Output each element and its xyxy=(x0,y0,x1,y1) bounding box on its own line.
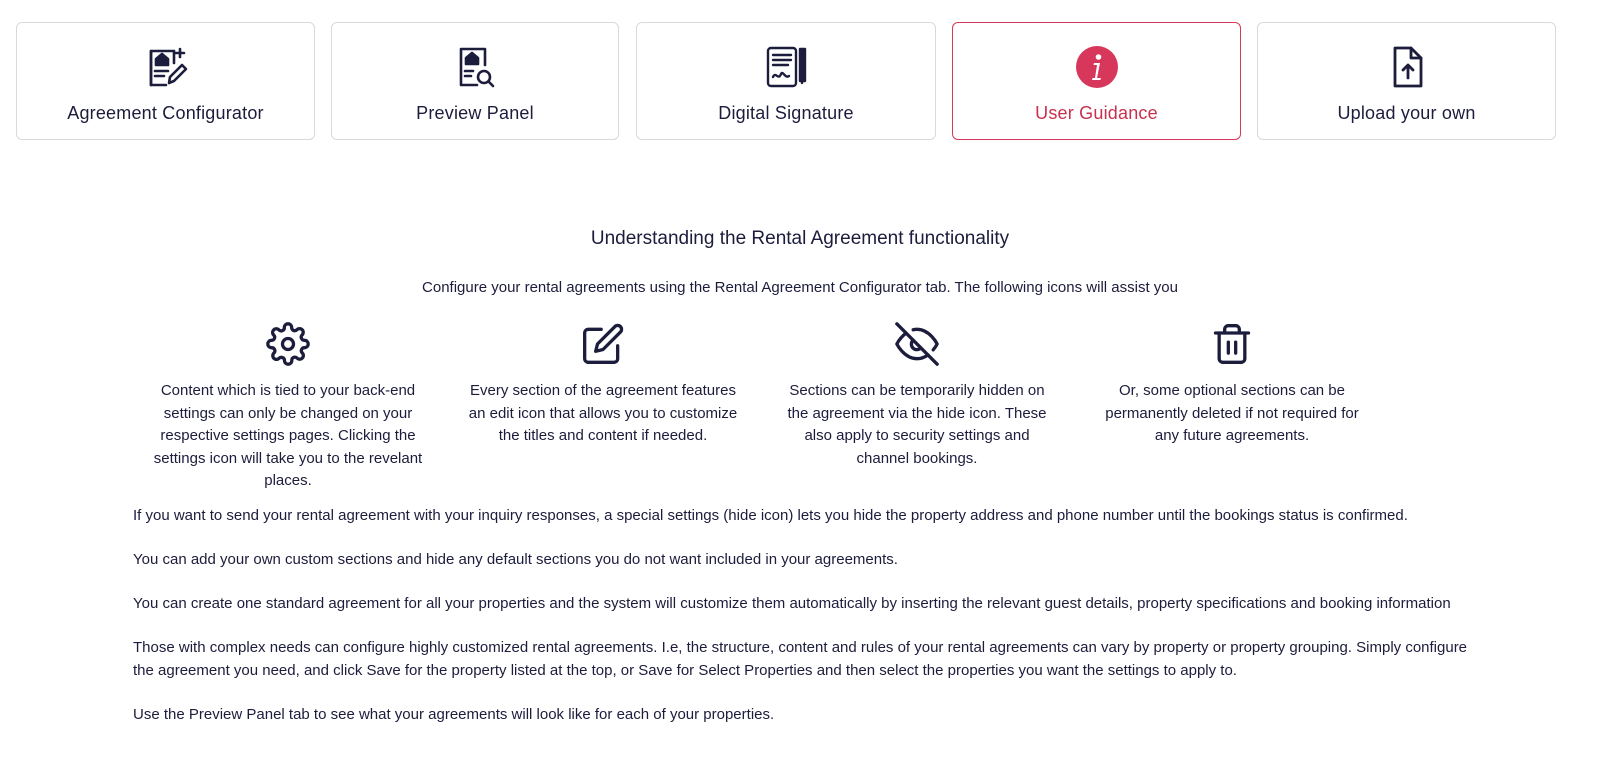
guidance-paragraph: Use the Preview Panel tab to see what your agreements will look like for each of your properties. xyxy=(133,706,775,723)
tab-digital-signature[interactable] xyxy=(636,22,936,140)
guidance-paragraph: Those with complex needs can configure highly customized rental agreements. I.e, the structure, content and rules of your rental agreements can vary by property or property grouping. Simply configure the agreement you need, and click Save for the property listed at the top, or Save for Select Properties and then select the properties you want the settings to apply to. xyxy=(133,639,1468,679)
tab-user-guidance[interactable] xyxy=(952,22,1241,140)
tab-label: User Guidance xyxy=(1035,103,1158,123)
document-search-icon xyxy=(451,43,499,91)
guidance-paragraph: You can create one standard agreement for all your properties and the system will customize them automatically by inserting the relevant guest details, property specifications and booking information xyxy=(133,595,1451,612)
feature-text: Every section of the agreement features an edit icon that allows you to customize the titles and content if needed. xyxy=(468,382,738,444)
guidance-title: Understanding the Rental Agreement functionality xyxy=(590,228,1010,249)
tab-bar xyxy=(0,22,1600,142)
eye-off-icon xyxy=(895,322,939,366)
feature-settings xyxy=(153,322,423,493)
edit-icon xyxy=(581,322,625,366)
tablet-signature-icon xyxy=(762,43,810,91)
gear-icon xyxy=(266,322,310,366)
tab-label: Upload your own xyxy=(1337,103,1476,123)
feature-text: Or, some optional sections can be permanently deleted if not required for any future agreements. xyxy=(1105,382,1359,444)
feature-text: Content which is tied to your back-end settings can only be changed on your respective settings pages. Clicking the settings icon will take you to the revelant places. xyxy=(153,382,423,489)
feature-text: Sections can be temporarily hidden on the agreement via the hide icon. These also apply to security settings and channel bookings. xyxy=(787,382,1047,467)
agreement-edit-icon xyxy=(142,43,190,91)
tab-upload-your-own[interactable] xyxy=(1257,22,1556,140)
info-icon xyxy=(1073,43,1121,91)
tab-preview-panel[interactable] xyxy=(331,22,619,140)
tab-label: Preview Panel xyxy=(416,103,534,123)
guidance-paragraph: If you want to send your rental agreement with your inquiry responses, a special settings (hide icon) lets you hide the property address and phone number until the bookings status is confirmed. xyxy=(133,507,1408,524)
tab-agreement-configurator[interactable] xyxy=(16,22,315,140)
file-upload-icon xyxy=(1383,43,1431,91)
trash-icon xyxy=(1210,322,1254,366)
feature-delete xyxy=(1097,322,1367,448)
tab-label: Digital Signature xyxy=(718,103,854,123)
guidance-paragraph: You can add your own custom sections and hide any default sections you do not want included in your agreements. xyxy=(133,551,898,568)
guidance-subtitle: Configure your rental agreements using the Rental Agreement Configurator tab. The following icons will assist you xyxy=(422,279,1178,296)
feature-edit xyxy=(468,322,738,448)
feature-hide xyxy=(782,322,1052,470)
tab-label: Agreement Configurator xyxy=(67,103,264,123)
